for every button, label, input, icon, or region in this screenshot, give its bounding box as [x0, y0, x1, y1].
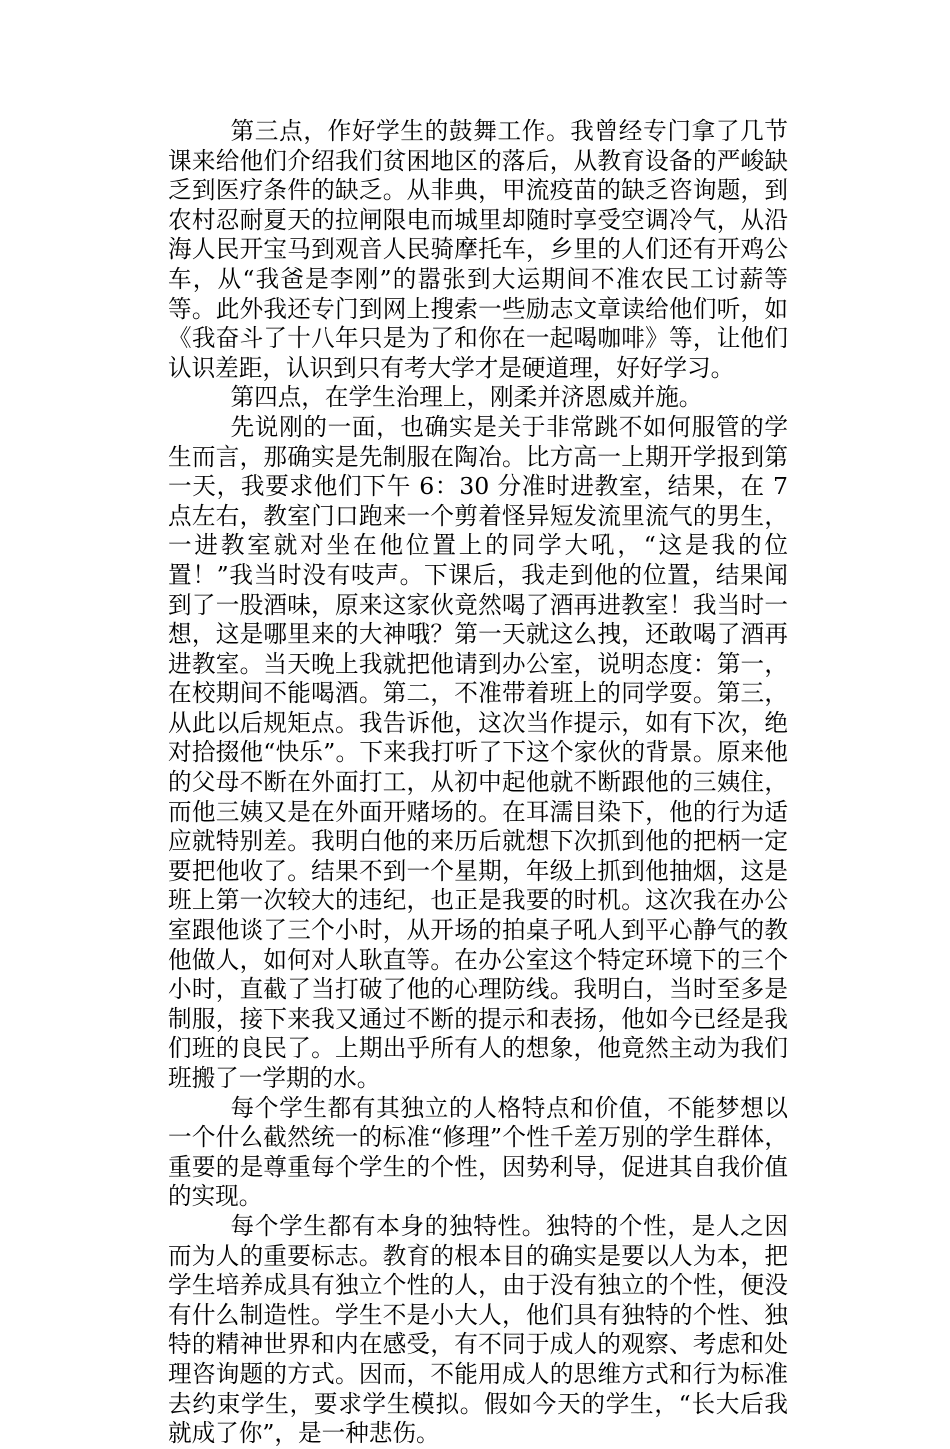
paragraph-point-four-heading: 第四点，在学生治理上，刚柔并济恩威并施。 [230, 383, 703, 412]
document-body [168, 117, 788, 1449]
paragraph-firm-side: 先说刚的一面，也确实是关于非常跳不如何服管的学生而言，那确实是先制服在陶冶。比方高一上期开学报到第一天，我要求他们下午 6：30 分准时进教室，结果，在 7 点左右，教室门口跑来一个剪着怪异短发流里流气的男生，一进教室就对坐在他位置上的同学大吼，“这是我的位置！”我当时没有吱声。下课后，我走到他的位置，结果闻到了一股酒味，原来这家伙竟然喝了酒再进教室！我当时一想，这是哪里来的大神哦？第一天就这么拽，还敢喝了酒再进教室。当天晚上我就把他请到办公室，说明态度：第一，在校期间不能喝酒。第二，不准带着班上的同学耍。第三，从此以后规矩点。我告诉他，这次当作提示，如有下次，绝对拾掇他“快乐”。下来我打听了下这个家伙的背景。原来他的父母不断在外面打工，从初中起他就不断跟他的三姨住，而他三姨又是在外面开赌场的。在耳濡目染下，他的行为适应就特别差。我明白他的来历后就想下次抓到他的把柄一定要把他收了。结果不到一个星期，年级上抓到他抽烟，这是班上第一次较大的违纪，也正是我要的时机。这次我在办公室跟他谈了三个小时，从开场的拍桌子吼人到平心静气的教他做人，如何对人耿直等。在办公室这个特定环境下的三个小时，直截了当打破了他的心理防线。我明白，当时至多是制服，接下来我又通过不断的提示和表扬，他如今已经是我们班的良民了。上期出乎所有人的想象，他竟然主动为我们班搬了一学期的水。 [168, 412, 788, 1092]
paragraph-encouragement: 第三点，作好学生的鼓舞工作。我曾经专门拿了几节课来给他们介绍我们贫困地区的落后，从教育设备的严峻缺乏到医疗条件的缺乏。从非典，甲流疫苗的缺乏咨询题，到农村忍耐夏天的拉闸限电而城里却随时享受空调冷气，从沿海人民开宝马到观音人民骑摩托车，乡里的人们还有开鸡公车，从“我爸是李刚”的嚣张到大运期间不准农民工讨薪等等。此外我还专门到网上搜索一些励志文章读给他们听，如《我奋斗了十八年只是为了和你在一起喝咖啡》等，让他们认识差距，认识到只有考大学才是硬道理，好好学习。 [168, 117, 788, 382]
paragraph-uniqueness: 每个学生都有本身的独特性。独特的个性，是人之因而为人的重要标志。教育的根本目的确实是要以人为本，把学生培养成具有独立个性的人，由于没有独立的个性，便没有什么制造性。学生不是小大人，他们具有独特的个性、独特的精神世界和内在感受，有不同于成人的观察、考虑和处理咨询题的方式。因而，不能用成人的思维方式和行为标准去约束学生，要求学生模拟。假如今天的学生，“长大后我就成了你”，是一种悲伤。 [168, 1211, 788, 1448]
paragraph-individual-value: 每个学生都有其独立的人格特点和价值，不能梦想以一个什么截然统一的标准“修理”个性千差万别的学生群体，重要的是尊重每个学生的个性，因势利导，促进其自我价值的实现。 [168, 1093, 788, 1211]
